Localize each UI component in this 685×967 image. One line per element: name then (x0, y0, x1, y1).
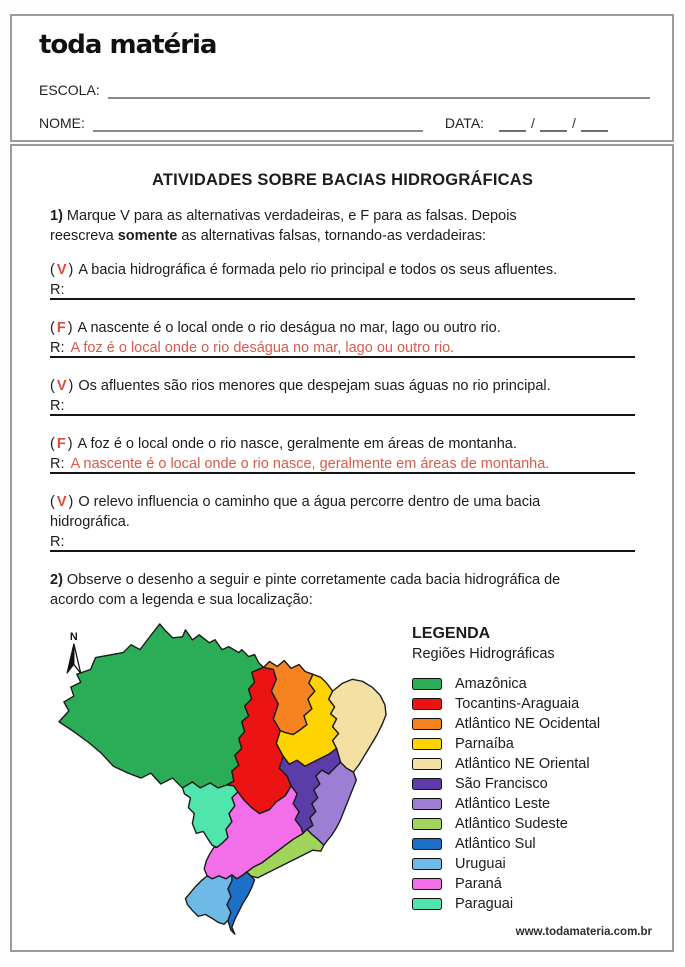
color-swatch (412, 678, 442, 690)
color-swatch (412, 698, 442, 710)
brand-logo: toda matéria (39, 30, 217, 60)
statement-text: O relevo influencia o caminho que a água percorre dentro de uma bacia hidrográfica. (50, 494, 541, 530)
main-box (10, 144, 674, 952)
legend-item (412, 714, 682, 734)
school-row (39, 82, 650, 99)
map-figure (50, 618, 635, 951)
vf-item (50, 492, 635, 552)
date-month-line[interactable] (540, 117, 567, 132)
map-legend (412, 624, 682, 914)
date-label: DATA: (444, 115, 485, 131)
date-slash: / (571, 115, 576, 131)
school-label: ESCOLA: (39, 82, 100, 98)
color-swatch (412, 758, 442, 770)
statement (50, 434, 635, 454)
legend-label: Atlântico Sul (455, 836, 536, 852)
statement (50, 492, 606, 532)
vf-mark: F (56, 436, 66, 452)
answer-label: R: (50, 456, 65, 472)
legend-item (412, 814, 682, 834)
legend-label: Atlântico Leste (455, 796, 551, 812)
legend-item (412, 694, 682, 714)
legend-title: LEGENDA (412, 625, 491, 642)
legend-item (412, 674, 682, 694)
color-swatch (412, 898, 442, 910)
question-2-prompt (50, 570, 584, 610)
north-label: N (69, 630, 78, 643)
color-swatch (412, 718, 442, 730)
statement (50, 260, 635, 280)
question-2-text: Observe o desenho a seguir e pinte corretamente cada bacia hidrográfica de acordo com a legenda e sua localização: (50, 572, 561, 608)
mark-paren-open: ( (50, 378, 55, 394)
legend-label: Paraná (455, 876, 502, 892)
date-day-line[interactable] (499, 117, 526, 132)
north-arrow-icon (67, 631, 81, 674)
region-uruguai[interactable] (185, 875, 231, 924)
color-swatch (412, 778, 442, 790)
legend-item (412, 854, 682, 874)
name-row (39, 115, 650, 132)
name-write-line[interactable] (93, 116, 423, 132)
answer-write-line[interactable] (50, 338, 635, 358)
color-swatch (412, 818, 442, 830)
vf-item (50, 260, 635, 300)
legend-item (412, 874, 682, 894)
name-label: NOME: (39, 115, 85, 131)
website-url: www.todamateria.com.br (515, 926, 652, 938)
north-arrow-left (67, 644, 74, 674)
answer-write-line[interactable] (50, 532, 635, 552)
color-swatch (412, 838, 442, 850)
date-year-line[interactable] (581, 117, 608, 132)
legend-label: Paraguai (455, 896, 514, 912)
legend-item (412, 774, 682, 794)
brazil-hydrographic-map (44, 620, 400, 946)
question-1-prompt (50, 206, 584, 246)
school-write-line[interactable] (108, 83, 650, 99)
mark-paren-close: ) (68, 494, 74, 510)
statement-text: A bacia hidrográfica é formada pelo rio principal e todos os seus afluentes. (78, 262, 558, 278)
answer-label: R: (50, 340, 65, 356)
date-slash: / (531, 115, 535, 131)
mark-paren-close: ) (68, 262, 74, 278)
vf-mark: V (56, 494, 67, 510)
statement-text: A nascente é o local onde o rio deságua no mar, lago ou outro rio. (77, 320, 501, 336)
question-2-number: 2) (50, 572, 63, 588)
legend-label: Tocantins-Araguaia (455, 696, 580, 712)
region-amazonica[interactable] (59, 624, 263, 788)
mark-paren-open: ( (50, 494, 55, 510)
vf-item (50, 318, 635, 358)
date-group (445, 115, 613, 132)
color-swatch (412, 878, 442, 890)
legend-label: Uruguai (455, 856, 506, 872)
mark-paren-close: ) (67, 320, 73, 336)
color-swatch (412, 858, 442, 870)
question-1-text: Marque V para as alternativas verdadeiras, e F para as falsas. Depois reescreva (50, 208, 517, 244)
legend-label: São Francisco (455, 776, 548, 792)
color-swatch (412, 798, 442, 810)
question-1-bold-word: somente (117, 228, 178, 244)
statement (50, 318, 635, 338)
vf-mark: V (56, 378, 67, 394)
vf-item (50, 434, 635, 474)
legend-label: Atlântico Sudeste (455, 816, 568, 832)
vf-item (50, 376, 635, 416)
answer-write-line[interactable] (50, 280, 635, 300)
answer-text: A foz é o local onde o rio deságua no mar, lago ou outro rio. (70, 340, 455, 356)
legend-subtitle: Regiões Hidrográficas (412, 646, 555, 662)
answer-label: R: (50, 282, 65, 298)
legend-item (412, 834, 682, 854)
mark-paren-open: ( (50, 320, 55, 336)
legend-label: Atlântico NE Ocidental (455, 716, 601, 732)
answer-write-line[interactable] (50, 454, 635, 474)
legend-item (412, 894, 682, 914)
question-1-number: 1) (50, 208, 63, 224)
page-title: ATIVIDADES SOBRE BACIAS HIDROGRÁFICAS (151, 171, 534, 189)
legend-label: Atlântico NE Oriental (455, 756, 590, 772)
legend-label: Parnaíba (455, 736, 514, 752)
vf-mark: F (56, 320, 66, 336)
legend-item (412, 734, 682, 754)
statement (50, 376, 635, 396)
main-content (12, 146, 672, 950)
answer-label: R: (50, 398, 65, 414)
vf-mark: V (56, 262, 67, 278)
mark-paren-close: ) (68, 378, 74, 394)
question-1-text-end: as alternativas falsas, tornando-as verdadeiras: (177, 228, 487, 244)
mark-paren-close: ) (67, 436, 73, 452)
legend-item (412, 754, 682, 774)
legend-item (412, 794, 682, 814)
answer-label: R: (50, 534, 65, 550)
statement-text: A foz é o local onde o rio nasce, geralmente em áreas de montanha. (77, 436, 517, 452)
mark-paren-open: ( (50, 436, 55, 452)
north-arrow-right (74, 644, 81, 674)
mark-paren-open: ( (50, 262, 55, 278)
legend-label: Amazônica (455, 676, 527, 692)
answer-text: A nascente é o local onde o rio nasce, geralmente em áreas de montanha. (70, 456, 550, 472)
statement-text: Os afluentes são rios menores que despejam suas águas no rio principal. (78, 378, 551, 394)
answer-write-line[interactable] (50, 396, 635, 416)
color-swatch (412, 738, 442, 750)
header-box (10, 14, 674, 142)
